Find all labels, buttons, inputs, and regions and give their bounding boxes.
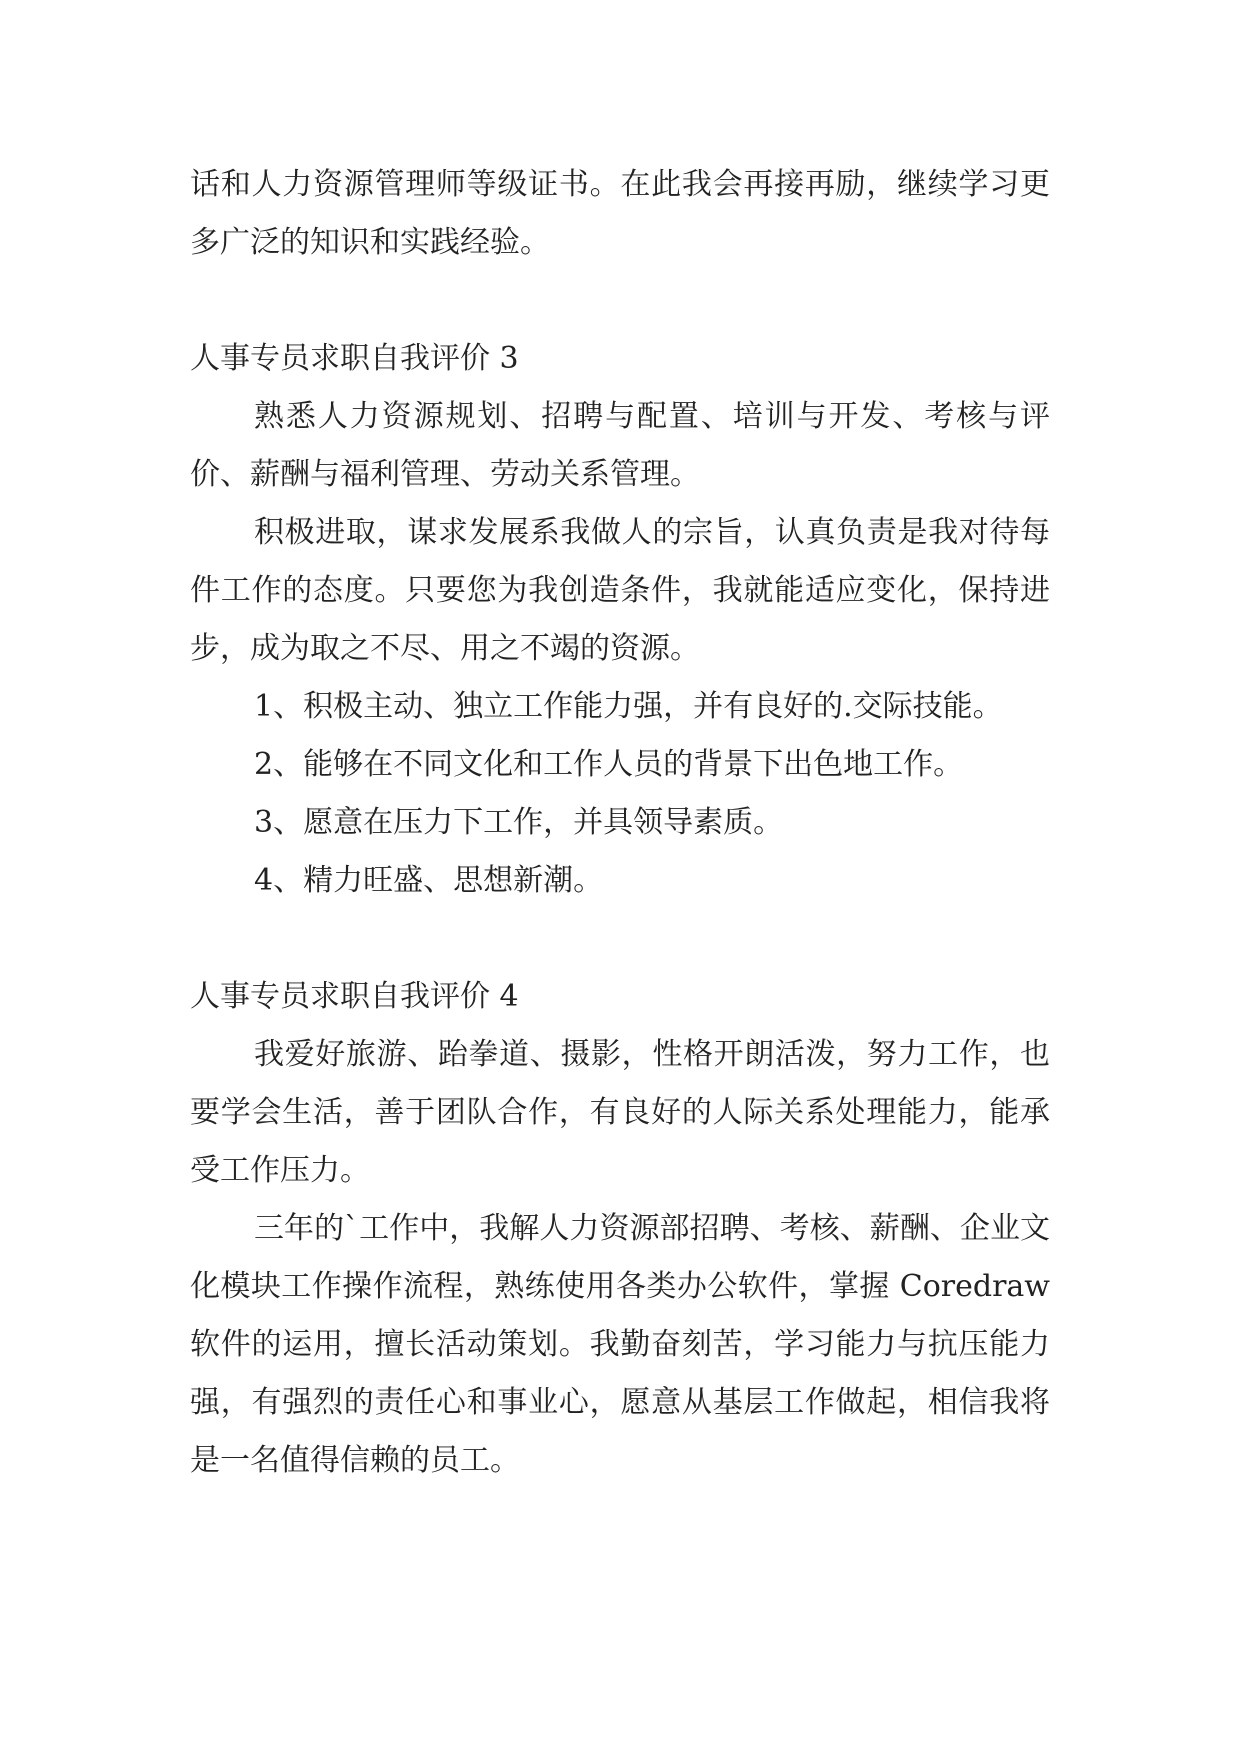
list-item: 2、能够在不同文化和工作人员的背景下出色地工作。 [254,747,964,782]
document-page [190,156,1050,1490]
list-item: 1、积极主动、独立工作能力强，并有良好的.交际技能。 [254,689,1003,724]
list-item: 4、精力旺盛、思想新潮。 [254,863,604,898]
section3-paragraph-2: 积极进取，谋求发展系我做人的宗旨，认真负责是我对待每件工作的态度。只要您为我创造条件，我就能适应变化，保持进步，成为取之不尽、用之不竭的资源。 [190,515,1050,666]
list-item: 3、愿意在压力下工作，并具领导素质。 [254,805,784,840]
section4-paragraph-1: 我爱好旅游、跆拳道、摄影，性格开朗活泼，努力工作，也要学会生活，善于团队合作，有良好的人际关系处理能力，能承受工作压力。 [190,1037,1050,1188]
section4-paragraph-2: 三年的`工作中，我解人力资源部招聘、考核、薪酬、企业文化模块工作操作流程，熟练使用各类办公软件，掌握 Coredraw 软件的运用，擅长活动策划。我勤奋刻苦，学习能力与抗压能力强，有强烈的责任心和事业心，愿意从基层工作做起，相信我将是一名值得信赖的员工。 [190,1211,1050,1478]
section-heading-3: 人事专员求职自我评价 3 [190,341,519,376]
section-heading-4: 人事专员求职自我评价 4 [190,979,519,1014]
continued-paragraph: 话和人力资源管理师等级证书。在此我会再接再励，继续学习更多广泛的知识和实践经验。 [190,167,1050,260]
section3-paragraph-1: 熟悉人力资源规划、招聘与配置、培训与开发、考核与评价、薪酬与福利管理、劳动关系管理。 [190,399,1050,492]
